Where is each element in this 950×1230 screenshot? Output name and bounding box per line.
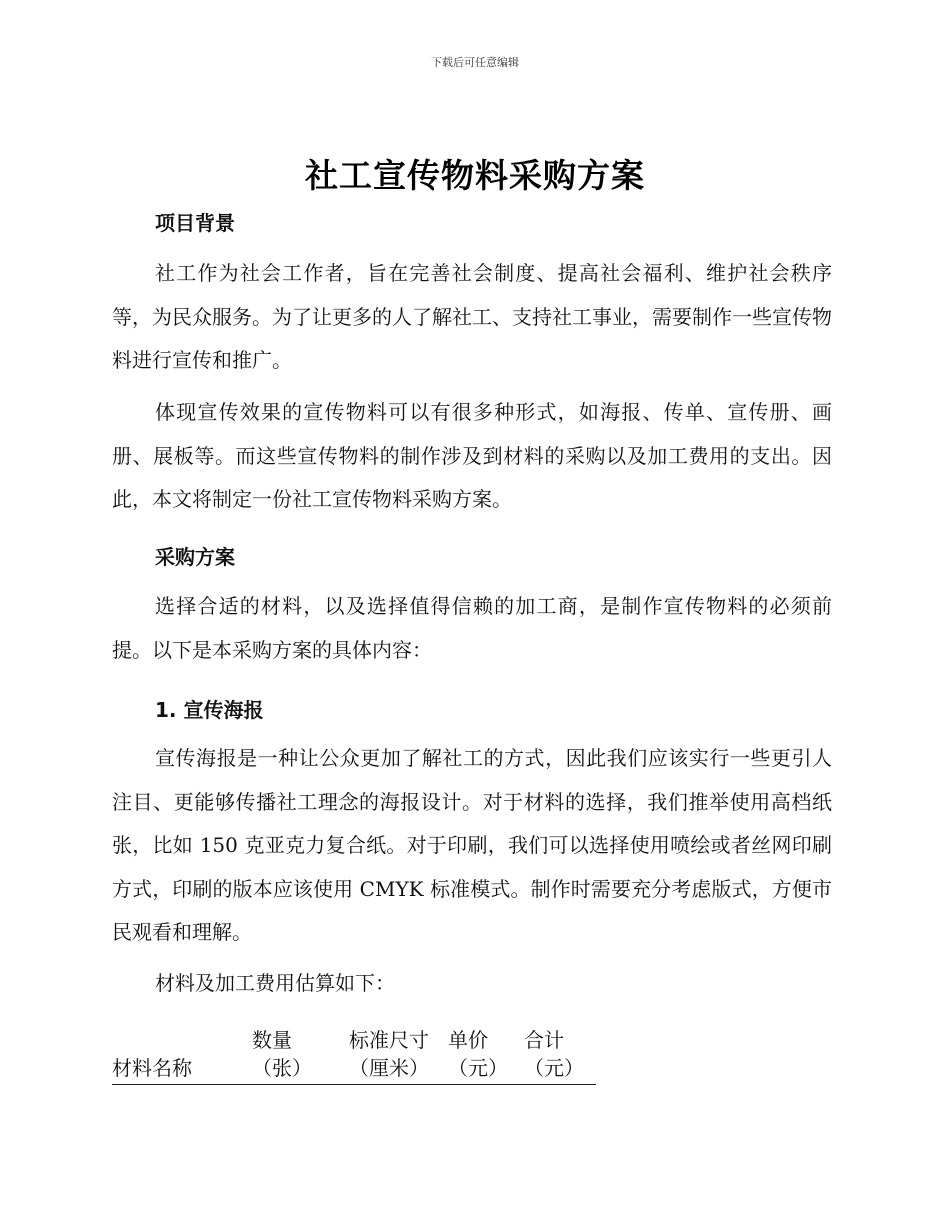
cost-table-container [112,1026,596,1085]
cost-table [112,1026,596,1085]
paragraph-plan-1: 选择合适的材料，以及选择值得信赖的加工商，是制作宣传物料的必须前提。以下是本采购方案的具体内容： [112,594,832,662]
section-heading-plan: 采购方案 [155,545,235,569]
paragraph-background-1: 社工作为社会工作者，旨在完善社会制度、提高社会福利、维护社会秩序等，为民众服务。为了让更多的人了解社工、支持社工事业，需要制作一些宣传物料进行宣传和推广。 [112,261,832,372]
table-header-material-name: 材料名称 [112,1026,252,1085]
paragraph-background-2: 体现宣传效果的宣传物料可以有很多种形式，如海报、传单、宣传册、画册、展板等。而这些宣传物料的制作涉及到材料的采购以及加工费用的支出。因此，本文将制定一份社工宣传物料采购方案。 [112,400,832,511]
table-header-row [112,1026,596,1085]
table-header-quantity: 数量（张） [252,1026,330,1085]
paragraph-poster-1: 宣传海报是一种让公众更加了解社工的方式，因此我们应该实行一些更引人注目、更能够传播社工理念的海报设计。对于材料的选择，我们推举使用高档纸张，比如 150 克亚克力复合纸。对于印刷，我们可以选择使用喷绘或者丝网印刷方式，印刷的版本应该使用 CMYK 标准模式。制作时需要充分考虑版式，方便市民观看和理解。 [112,746,832,944]
table-header-unit-price: 单价（元） [448,1026,524,1085]
table-header-standard-size: 标准尺寸（厘米） [330,1026,448,1085]
table-header-total: 合计（元） [524,1026,596,1085]
document-title: 社工宣传物料采购方案 [305,156,645,195]
section-heading-poster: 1. 宣传海报 [155,698,264,722]
paragraph-cost-intro: 材料及加工费用估算如下： [155,971,395,995]
section-heading-background: 项目背景 [155,211,235,235]
page-header-note: 下载后可任意编辑 [431,56,519,69]
